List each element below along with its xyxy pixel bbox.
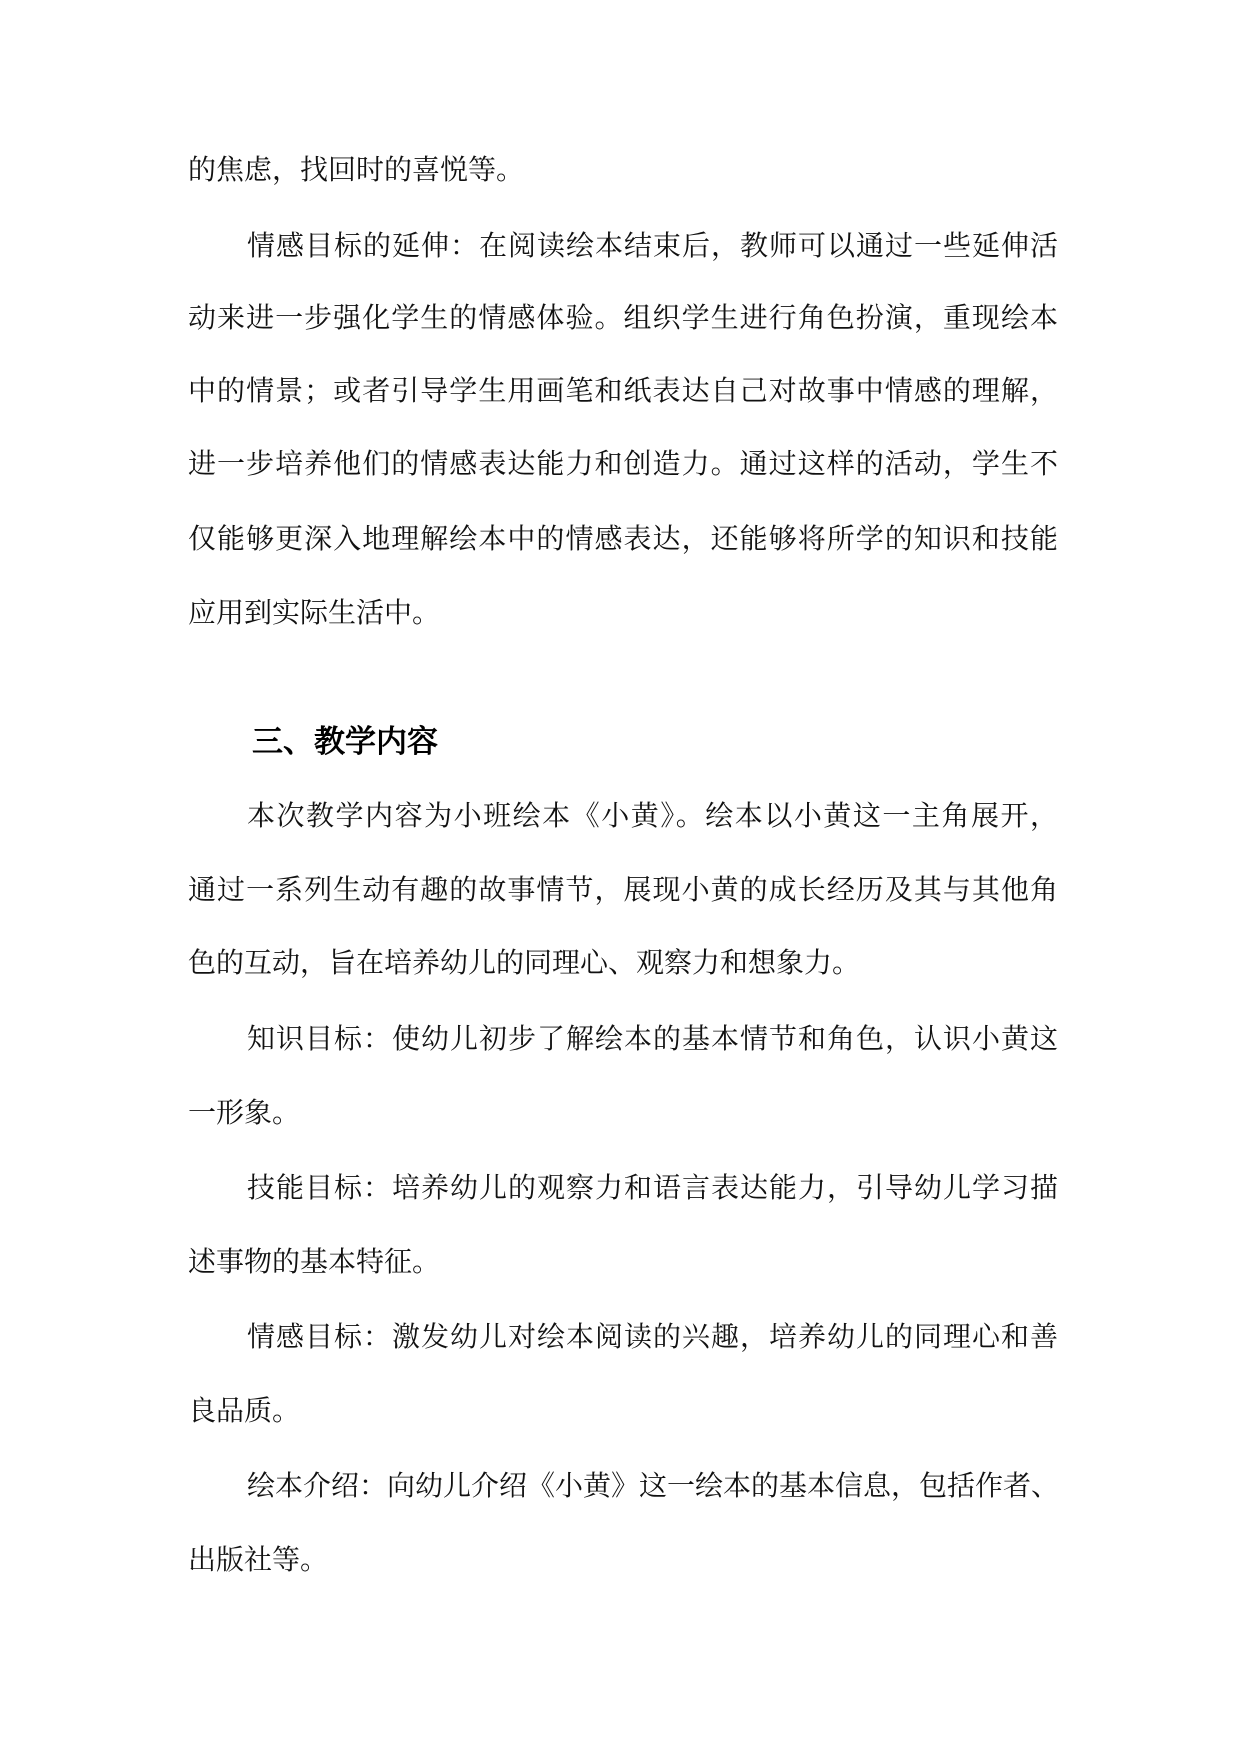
section-heading: 三、教学内容 xyxy=(252,724,438,760)
text-line: 述事物的基本特征。 xyxy=(188,1245,441,1278)
text-line: 情感目标的延伸：在阅读绘本结束后，教师可以通过一些延伸活 xyxy=(247,229,1058,262)
text-line: 进一步培养他们的情感表达能力和创造力。通过这样的活动，学生不 xyxy=(188,447,1058,480)
text-line: 情感目标：激发幼儿对绘本阅读的兴趣，培养幼儿的同理心和善 xyxy=(247,1320,1058,1353)
text-line: 动来进一步强化学生的情感体验。组织学生进行角色扮演，重现绘本 xyxy=(188,301,1058,334)
text-line: 仅能够更深入地理解绘本中的情感表达，还能够将所学的知识和技能 xyxy=(188,522,1058,555)
text-line: 一形象。 xyxy=(188,1096,301,1129)
text-line: 应用到实际生活中。 xyxy=(188,596,441,629)
text-line: 中的情景；或者引导学生用画笔和纸表达自己对故事中情感的理解， xyxy=(188,374,1058,407)
text-line: 知识目标：使幼儿初步了解绘本的基本情节和角色，认识小黄这 xyxy=(247,1022,1058,1055)
text-line: 绘本介绍：向幼儿介绍《小黄》这一绘本的基本信息，包括作者、 xyxy=(247,1469,1060,1502)
text-line: 色的互动，旨在培养幼儿的同理心、观察力和想象力。 xyxy=(188,946,861,979)
text-line: 技能目标：培养幼儿的观察力和语言表达能力，引导幼儿学习描 xyxy=(247,1171,1058,1204)
text-line: 本次教学内容为小班绘本《小黄》。绘本以小黄这一主角展开， xyxy=(247,799,1058,832)
text-line: 的焦虑，找回时的喜悦等。 xyxy=(188,153,525,186)
text-line: 良品质。 xyxy=(188,1394,301,1427)
text-line: 出版社等。 xyxy=(188,1543,329,1576)
text-line: 通过一系列生动有趣的故事情节，展现小黄的成长经历及其与其他角 xyxy=(188,873,1058,906)
